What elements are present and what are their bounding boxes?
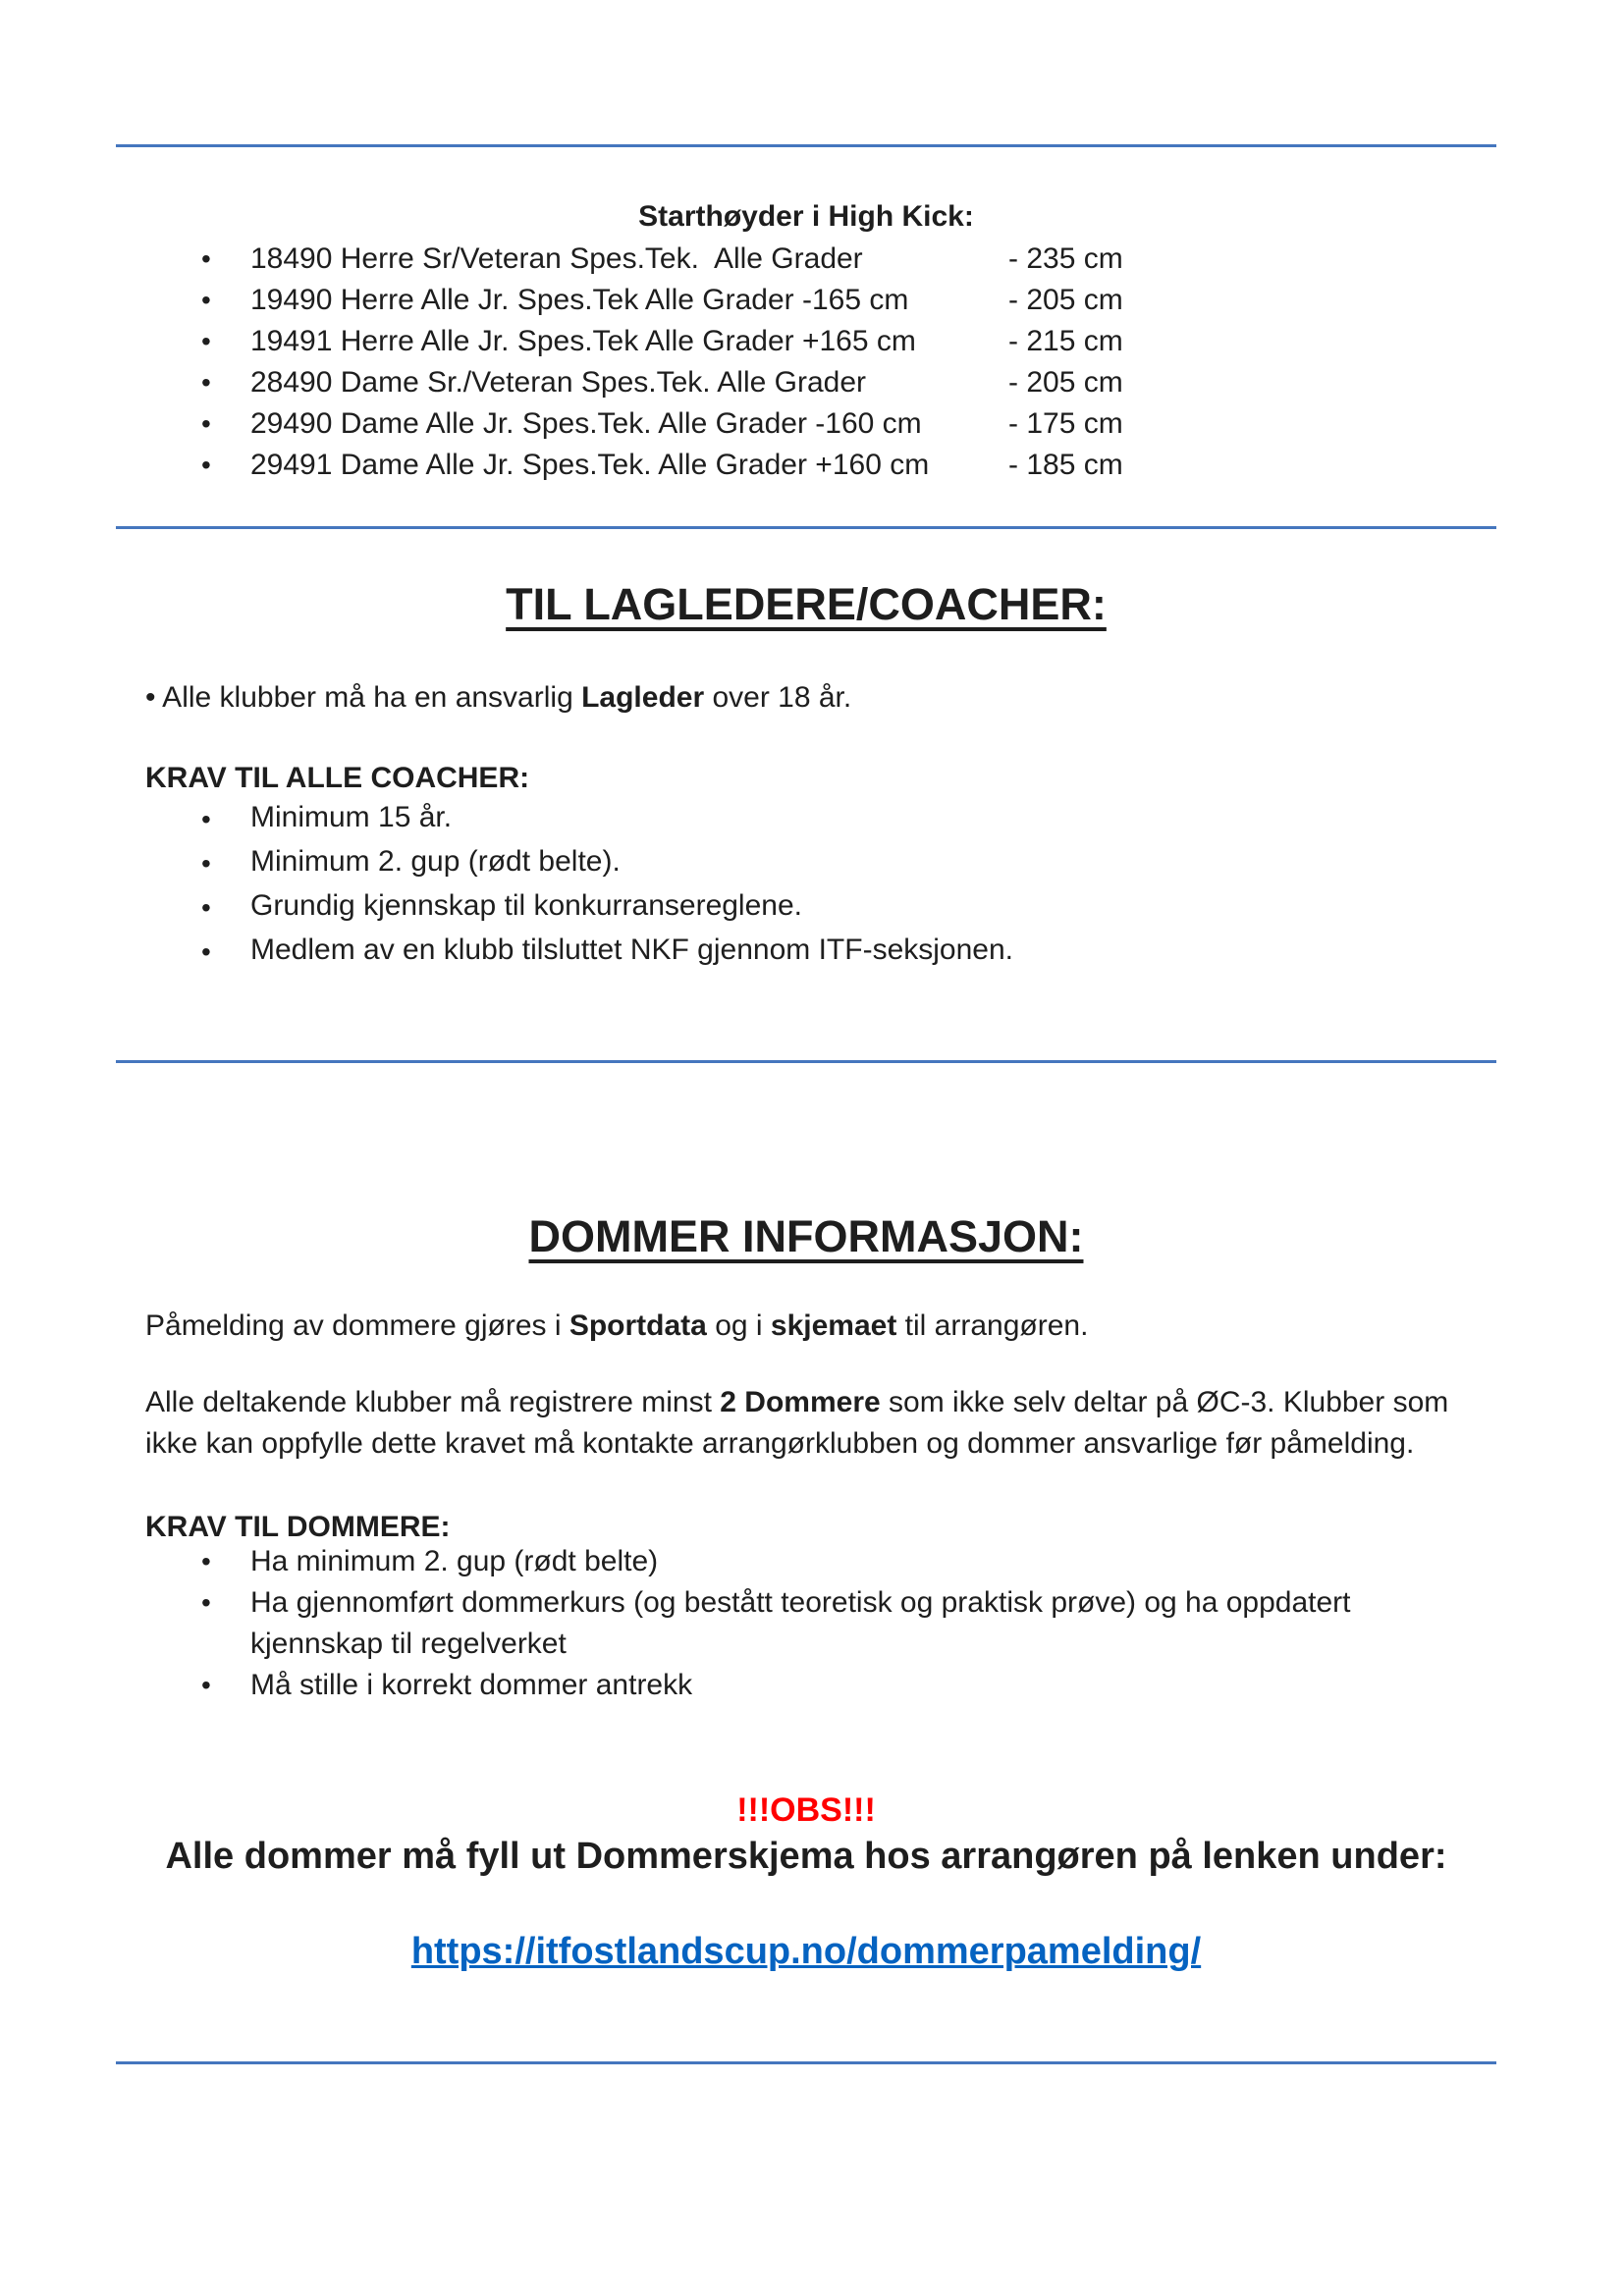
list-item xyxy=(201,841,1013,885)
event-label: 18490 Herre Sr/Veteran Spes.Tek. Alle Grader xyxy=(250,242,863,275)
bullet-icon: • xyxy=(201,1546,211,1576)
referee-requirements-list xyxy=(201,1541,1351,1706)
list-item xyxy=(201,1665,1351,1706)
para-bold-text: Sportdata xyxy=(568,1309,707,1342)
event-label: 29491 Dame Alle Jr. Spes.Tek. Alle Grader +160 cm xyxy=(250,449,930,481)
requirement-text xyxy=(250,1582,1351,1665)
list-item xyxy=(201,321,1123,362)
bullet-icon: • xyxy=(201,936,211,967)
start-height: - 175 cm xyxy=(1008,407,1123,440)
referee-minimum-paragraph xyxy=(145,1382,1520,1465)
bullet-icon: • xyxy=(201,367,211,398)
list-item xyxy=(201,403,1123,445)
referee-section-heading: DOMMER INFORMASJON: xyxy=(528,1211,1084,1261)
list-item xyxy=(201,930,1013,974)
requirement-line: Ha gjennomført dommerkurs (og bestått teoretisk og praktisk prøve) og ha oppdatert xyxy=(250,1586,1351,1619)
list-item xyxy=(201,885,1013,930)
requirement-text: Minimum 15 år. xyxy=(250,801,453,833)
referee-form-instruction: Alle dommer må fyll ut Dommerskjema hos arrangøren på lenken under: xyxy=(165,1836,1447,1877)
warning-text: !!!OBS!!! xyxy=(736,1791,876,1829)
para-bold-text: skjemaet xyxy=(770,1309,897,1342)
referee-requirements-heading: KRAV TIL DOMMERE: xyxy=(145,1511,451,1543)
bullet-icon: • xyxy=(201,848,211,879)
event-label: 29490 Dame Alle Jr. Spes.Tek. Alle Grader -160 cm xyxy=(250,407,922,440)
bullet-icon: • xyxy=(201,243,211,274)
intro-text-end: over 18 år. xyxy=(704,681,852,714)
referee-link-line xyxy=(116,1927,1496,1976)
requirement-text: Minimum 2. gup (rødt belte). xyxy=(250,845,621,878)
para-text: og i xyxy=(706,1309,771,1342)
para-text: Alle deltakende klubber må registrere minst xyxy=(145,1386,721,1418)
para-text: til arrangøren. xyxy=(896,1309,1089,1342)
event-label: 19490 Herre Alle Jr. Spes.Tek Alle Grader -165 cm xyxy=(250,284,909,316)
bullet-icon: • xyxy=(201,285,211,315)
requirement-text: Må stille i korrekt dommer antrekk xyxy=(250,1669,693,1701)
high-kick-title: Starthøyder i High Kick: xyxy=(638,200,974,233)
start-height: - 205 cm xyxy=(1008,366,1123,399)
coach-requirements-list xyxy=(201,797,1013,974)
high-kick-list xyxy=(201,239,1123,486)
list-item xyxy=(201,280,1123,321)
start-height: - 205 cm xyxy=(1008,284,1123,316)
para-bold-text: 2 Dommere xyxy=(720,1386,881,1418)
bullet-icon: • xyxy=(201,1587,211,1618)
bullet-icon: • xyxy=(201,1670,211,1700)
list-item xyxy=(201,362,1123,403)
section-divider-line xyxy=(116,144,1496,147)
intro-bold-text: Lagleder xyxy=(581,681,705,714)
bullet-icon: • xyxy=(201,892,211,923)
bullet-icon: • xyxy=(201,804,211,834)
start-height: - 185 cm xyxy=(1008,449,1123,481)
coach-section-heading: TIL LAGLEDERE/COACHER: xyxy=(506,579,1107,629)
list-item xyxy=(201,1541,1351,1582)
requirement-text: Grundig kjennskap til konkurransereglene. xyxy=(250,889,802,922)
start-height: - 235 cm xyxy=(1008,242,1123,275)
para-text: som ikke selv deltar på ØC-3. Klubber som xyxy=(880,1386,1449,1418)
event-label: 28490 Dame Sr./Veteran Spes.Tek. Alle Grader xyxy=(250,366,867,399)
paragraph-line xyxy=(145,1382,1520,1423)
list-item xyxy=(201,239,1123,280)
section-divider-line xyxy=(116,526,1496,529)
bullet-icon: • xyxy=(201,408,211,439)
section-divider-line xyxy=(116,2061,1496,2064)
referee-registration-link[interactable]: https://itfostlandscup.no/dommerpamelding/ xyxy=(410,1931,1202,1972)
bullet-icon: • xyxy=(201,326,211,356)
requirement-text: Ha minimum 2. gup (rødt belte) xyxy=(250,1545,659,1577)
requirement-line: kjennskap til regelverket xyxy=(250,1628,567,1660)
section-divider-line xyxy=(116,1060,1496,1063)
start-height: - 215 cm xyxy=(1008,325,1123,357)
list-item xyxy=(201,1582,1351,1665)
event-label: 19491 Herre Alle Jr. Spes.Tek Alle Grader +165 cm xyxy=(250,325,916,357)
paragraph-line: ikke kan oppfylle dette kravet må kontakte arrangørklubben og dommer ansvarlige før påmelding. xyxy=(145,1427,1415,1460)
para-text: Påmelding av dommere gjøres i xyxy=(145,1309,569,1342)
list-item xyxy=(201,797,1013,841)
intro-text: • Alle klubber må ha en ansvarlig xyxy=(145,681,582,714)
coach-intro-paragraph xyxy=(145,677,1520,719)
coach-requirements-heading: KRAV TIL ALLE COACHER: xyxy=(145,762,530,794)
list-item xyxy=(201,445,1123,486)
bullet-icon: • xyxy=(201,450,211,480)
requirement-text: Medlem av en klubb tilsluttet NKF gjennom ITF-seksjonen. xyxy=(250,934,1013,966)
referee-registration-paragraph xyxy=(145,1306,1520,1347)
